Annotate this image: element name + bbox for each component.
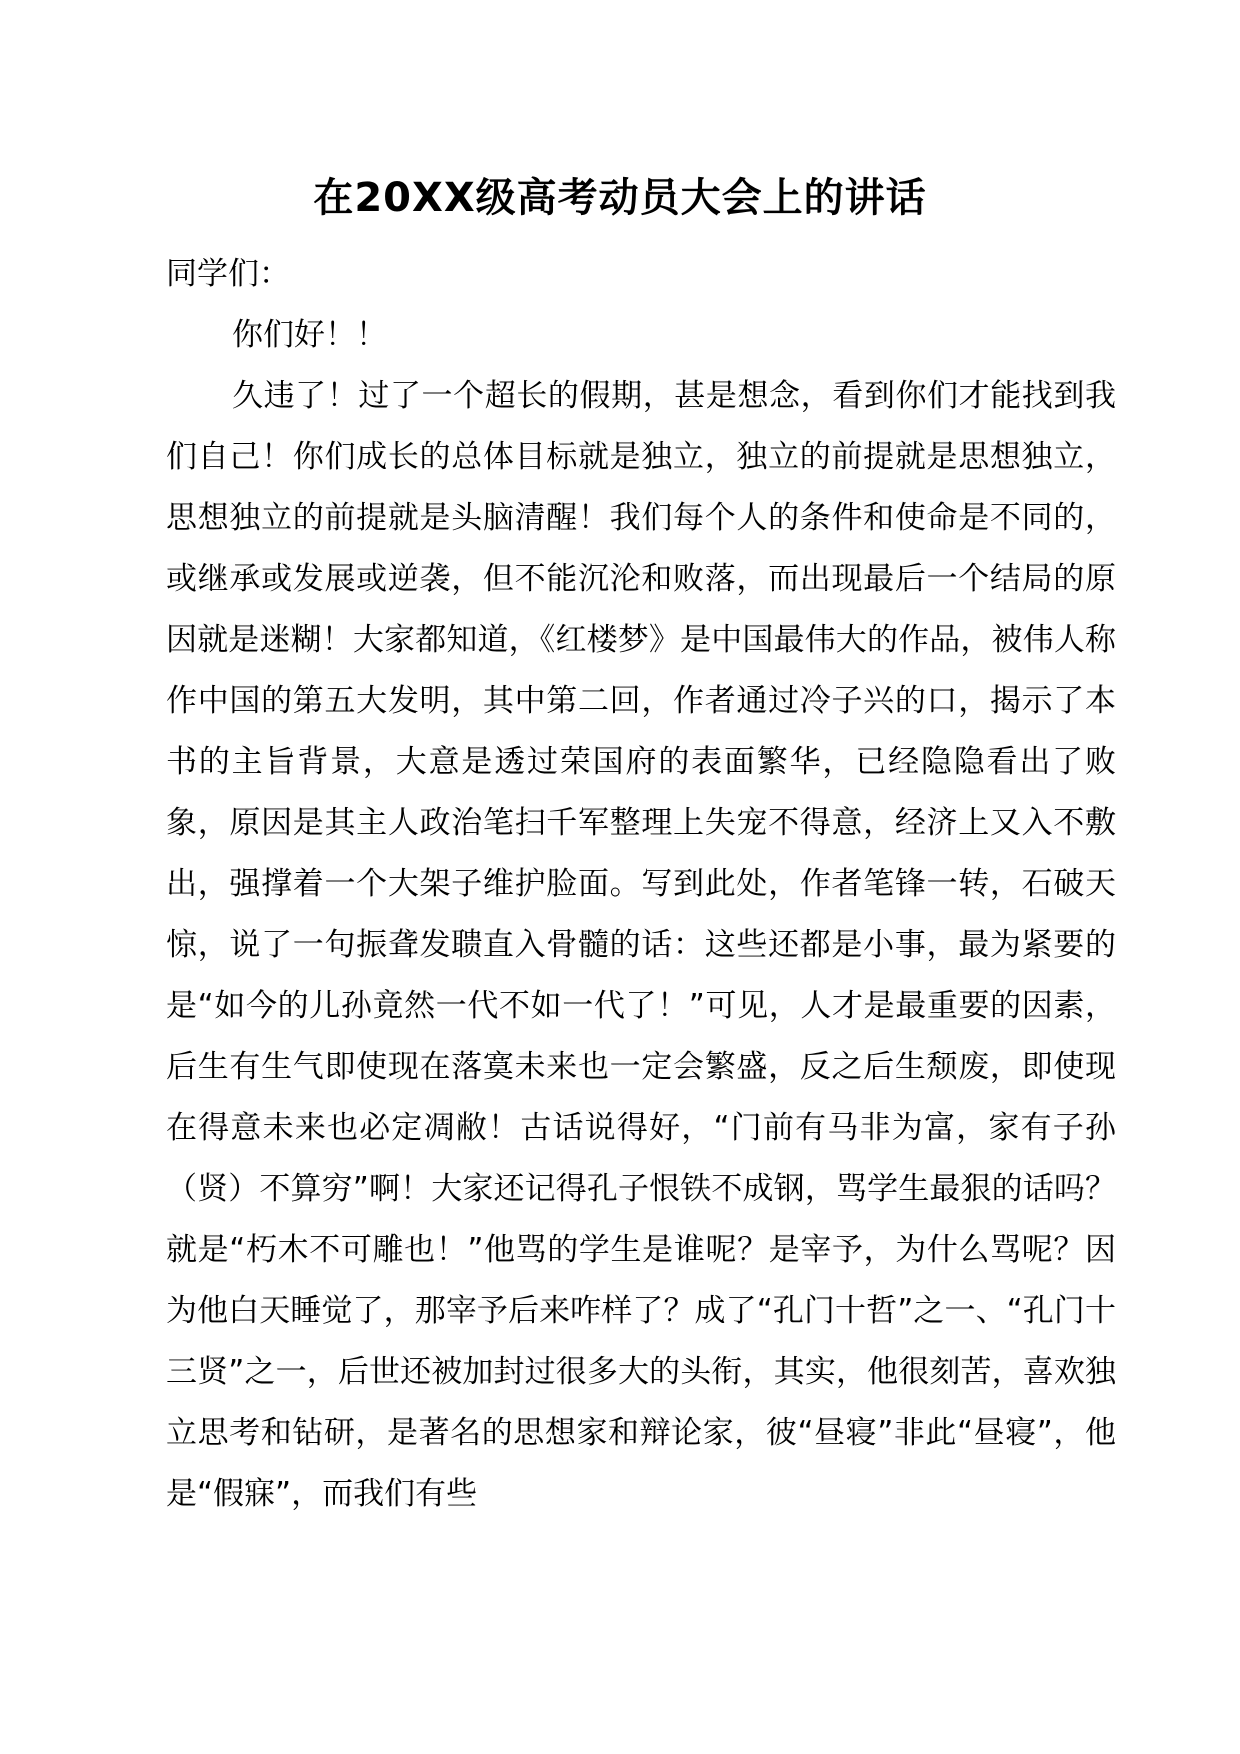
greeting-paragraph: 你们好！！ — [232, 317, 387, 353]
document-title: 在20XX级高考动员大会上的讲话 — [313, 175, 927, 221]
salutation: 同学们： — [166, 256, 290, 292]
body-paragraph: 久违了！过了一个超长的假期，甚是想念，看到你们才能找到我们自己！你们成长的总体目标就是独立，独立的前提就是思想独立，思想独立的前提就是头脑清醒！我们每个人的条件和使命是不同的，或继承或发展或逆袭，但不能沉沦和败落，而出现最后一个结局的原因就是迷糊！大家都知道，《红楼梦》是中国最伟大的作品，被伟人称作中国的第五大发明，其中第二回，作者通过冷子兴的口，揭示了本书的主旨背景，大意是透过荣国府的表面繁华，已经隐隐看出了败象，原因是其主人政治笔扫千军整理上失宠不得意，经济上又入不敷出，强撑着一个大架子维护脸面。写到此处，作者笔锋一转，石破天惊，说了一句振聋发聩直入骨髓的话：这些还都是小事，最为紧要的是“如今的儿孙竟然一代不如一代了！”可见，人才是最重要的因素，后生有生气即使现在落寞未来也一定会繁盛，反之后生颓废，即使现在得意未来也必定凋敝！古话说得好，“门前有马非为富，家有子孙（贤）不算穷”啊！大家还记得孔子恨铁不成钢，骂学生最狠的话吗？就是“朽木不可雕也！”他骂的学生是谁呢？是宰予，为什么骂呢？因为他白天睡觉了，那宰予后来咋样了？成了“孔门十哲”之一、“孔门十三贤”之一，后世还被加封过很多大的头衔，其实，他很刻苦，喜欢独立思考和钻研，是著名的思想家和辩论家，彼“昼寝”非此“昼寝”，他是“假寐”，而我们有些 — [166, 378, 1116, 1512]
document-body — [166, 244, 1116, 1525]
